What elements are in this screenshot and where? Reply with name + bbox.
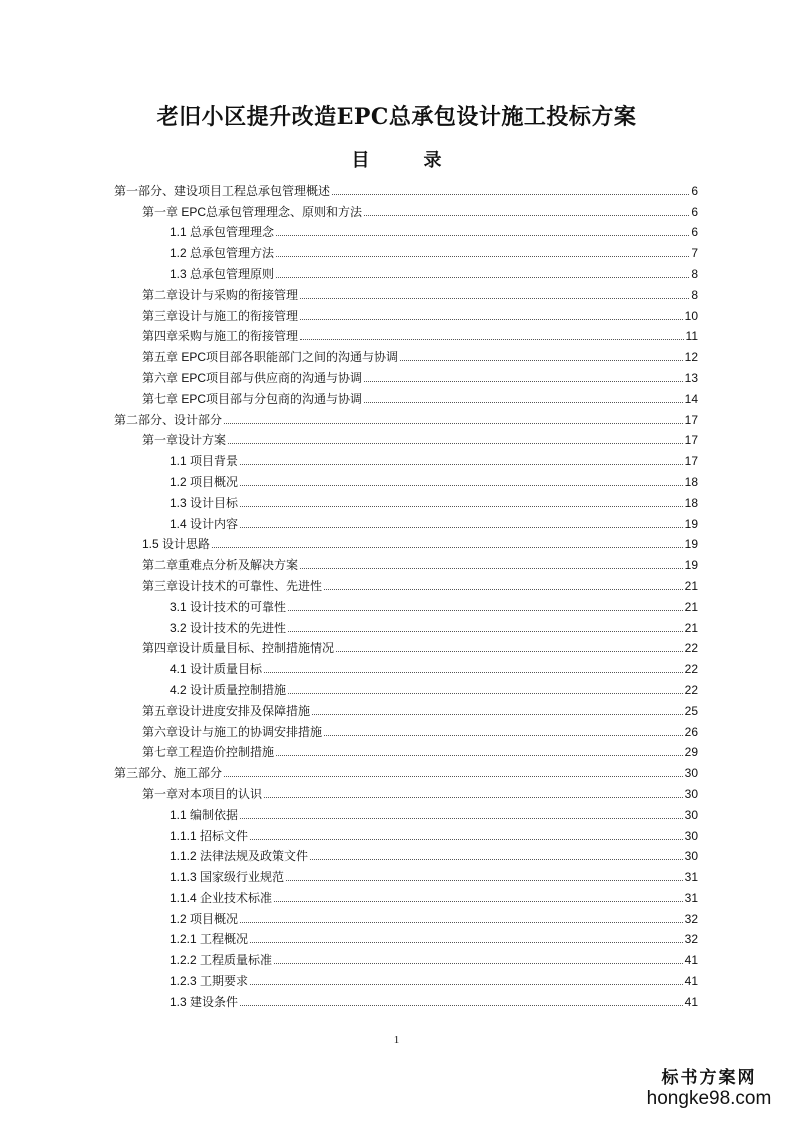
toc-entry[interactable]	[114, 884, 698, 905]
toc-entry-page: 30	[684, 807, 698, 822]
toc-entry[interactable]	[114, 551, 698, 572]
toc-entry-page: 31	[684, 890, 698, 905]
toc-entry-page: 32	[684, 911, 698, 926]
toc-dot-leader	[364, 402, 683, 403]
toc-entry[interactable]	[114, 281, 698, 302]
toc-entry[interactable]	[114, 198, 698, 219]
toc-entry-label: 1.2.1 工程概况	[170, 932, 249, 947]
toc-entry-label: 第四章采购与施工的衔接管理	[142, 329, 299, 344]
document-title: 老旧小区提升改造EPC总承包设计施工投标方案	[156, 104, 637, 130]
toc-entry-label: 4.1 设计质量目标	[170, 662, 263, 677]
toc-entry-page: 22	[684, 682, 698, 697]
toc-dot-leader	[240, 464, 683, 465]
toc-dot-leader	[276, 277, 689, 278]
toc-dot-leader	[300, 319, 683, 320]
toc-entry-page: 30	[684, 786, 698, 801]
toc-dot-leader	[276, 235, 689, 236]
toc-entry[interactable]	[114, 510, 698, 531]
toc-entry-label: 第三章设计与施工的衔接管理	[142, 308, 299, 323]
toc-dot-leader	[250, 984, 683, 985]
toc-dot-leader	[250, 942, 683, 943]
toc-dot-leader	[286, 880, 683, 881]
toc-dot-leader	[224, 776, 683, 777]
toc-dot-leader	[240, 1005, 683, 1006]
toc-entry-label: 1.2 项目概况	[170, 474, 239, 489]
toc-entry-page: 29	[684, 745, 698, 760]
toc-entry-page: 17	[684, 433, 698, 448]
toc-entry-page: 17	[684, 454, 698, 469]
toc-dot-leader	[250, 839, 683, 840]
toc-entry-page: 8	[691, 266, 698, 281]
toc-entry-page: 19	[684, 516, 698, 531]
toc-entry-page: 11	[685, 329, 698, 344]
toc-entry[interactable]	[114, 343, 698, 364]
toc-entry-page: 7	[691, 246, 698, 261]
toc-entry-label: 1.2 总承包管理方法	[170, 246, 275, 261]
toc-entry-page: 32	[684, 932, 698, 947]
toc-entry-page: 25	[684, 703, 698, 718]
toc-entry-label: 第一部分、建设项目工程总承包管理概述	[114, 183, 331, 198]
toc-dot-leader	[332, 194, 689, 195]
toc-dot-leader	[276, 256, 689, 257]
toc-entry-page: 21	[684, 599, 698, 614]
toc-entry-page: 18	[684, 474, 698, 489]
toc-entry-label: 第六章设计与施工的协调安排措施	[142, 724, 323, 739]
toc-dot-leader	[276, 755, 683, 756]
toc-entry-page: 30	[684, 766, 698, 781]
toc-entry-page: 41	[684, 974, 698, 989]
toc-entry-page: 19	[684, 537, 698, 552]
toc-entry[interactable]	[114, 967, 698, 988]
toc-entry[interactable]	[114, 614, 698, 635]
toc-dot-leader	[240, 922, 683, 923]
toc-entry[interactable]	[114, 739, 698, 760]
toc-dot-leader	[228, 443, 683, 444]
toc-entry-label: 1.1 项目背景	[170, 454, 239, 469]
toc-entry-label: 3.2 设计技术的先进性	[170, 620, 287, 635]
toc-entry-label: 第二章重难点分析及解决方案	[142, 558, 299, 573]
toc-entry[interactable]	[114, 676, 698, 697]
toc-entry-label: 1.1.1 招标文件	[170, 828, 249, 843]
toc-entry-page: 10	[684, 308, 698, 323]
toc-entry-page: 22	[684, 662, 698, 677]
toc-entry[interactable]	[114, 447, 698, 468]
toc-entry-label: 1.1 编制依据	[170, 807, 239, 822]
toc-entry[interactable]	[114, 260, 698, 281]
toc-entry-label: 1.2.2 工程质量标准	[170, 953, 273, 968]
toc-entry[interactable]	[114, 926, 698, 947]
toc-entry-label: 第七章 EPC项目部与分包商的沟通与协调	[142, 391, 363, 406]
toc-entry[interactable]	[114, 780, 698, 801]
table-of-contents	[114, 177, 698, 1009]
toc-entry[interactable]	[114, 489, 698, 510]
toc-entry-label: 1.4 设计内容	[170, 516, 239, 531]
toc-dot-leader	[312, 714, 683, 715]
toc-dot-leader	[212, 547, 683, 548]
toc-dot-leader	[324, 735, 683, 736]
toc-entry-label: 第五章 EPC项目部各职能部门之间的沟通与协调	[142, 350, 399, 365]
toc-entry[interactable]	[114, 427, 698, 448]
toc-entry-label: 1.3 建设条件	[170, 994, 239, 1009]
toc-dot-leader	[300, 568, 683, 569]
watermark-domain: hongke98.com	[646, 1088, 772, 1109]
toc-dot-leader	[274, 963, 683, 964]
toc-entry[interactable]	[114, 843, 698, 864]
toc-entry-label: 第一章设计方案	[142, 433, 227, 448]
toc-entry-page: 17	[684, 412, 698, 427]
toc-entry[interactable]	[114, 531, 698, 552]
toc-dot-leader	[336, 651, 683, 652]
toc-entry-page: 21	[684, 578, 698, 593]
toc-entry[interactable]	[114, 863, 698, 884]
toc-entry-label: 1.3 总承包管理原则	[170, 266, 275, 281]
toc-entry[interactable]	[114, 905, 698, 926]
toc-dot-leader	[240, 818, 683, 819]
toc-entry-page: 8	[691, 287, 698, 302]
toc-entry[interactable]	[114, 364, 698, 385]
toc-entry-label: 1.3 设计目标	[170, 495, 239, 510]
toc-entry[interactable]	[114, 655, 698, 676]
toc-dot-leader	[300, 339, 684, 340]
toc-entry-page: 12	[684, 350, 698, 365]
toc-dot-leader	[240, 527, 683, 528]
toc-entry-label: 1.1 总承包管理理念	[170, 225, 275, 240]
toc-entry-label: 1.2 项目概况	[170, 911, 239, 926]
toc-entry-page: 6	[691, 183, 698, 198]
toc-entry[interactable]	[114, 572, 698, 593]
toc-dot-leader	[264, 797, 683, 798]
toc-entry-label: 1.1.4 企业技术标准	[170, 890, 273, 905]
toc-entry[interactable]	[114, 406, 698, 427]
toc-dot-leader	[224, 423, 683, 424]
toc-entry[interactable]	[114, 385, 698, 406]
toc-entry[interactable]	[114, 759, 698, 780]
toc-entry-page: 6	[691, 204, 698, 219]
toc-entry-label: 4.2 设计质量控制措施	[170, 682, 287, 697]
toc-entry[interactable]	[114, 468, 698, 489]
toc-entry[interactable]	[114, 323, 698, 344]
toc-entry-label: 1.2.3 工期要求	[170, 974, 249, 989]
toc-entry-label: 第二章设计与采购的衔接管理	[142, 287, 299, 302]
toc-entry-page: 22	[684, 641, 698, 656]
watermark-logo	[639, 1068, 779, 1110]
toc-entry[interactable]	[114, 801, 698, 822]
toc-entry-page: 14	[684, 391, 698, 406]
toc-dot-leader	[288, 693, 683, 694]
toc-entry[interactable]	[114, 946, 698, 967]
toc-entry[interactable]	[114, 302, 698, 323]
toc-dot-leader	[364, 381, 683, 382]
toc-entry-label: 第三部分、施工部分	[114, 766, 223, 781]
page-number: 1	[393, 1034, 400, 1046]
toc-entry-page: 41	[684, 953, 698, 968]
toc-entry-page: 30	[684, 828, 698, 843]
toc-entry-label: 第一章对本项目的认识	[142, 786, 263, 801]
toc-entry-label: 1.1.2 法律法规及政策文件	[170, 849, 309, 864]
toc-entry[interactable]	[114, 635, 698, 656]
toc-entry[interactable]	[114, 822, 698, 843]
toc-entry-label: 第四章设计质量目标、控制措施情况	[142, 641, 335, 656]
toc-entry-label: 第六章 EPC项目部与供应商的沟通与协调	[142, 370, 363, 385]
toc-entry-page: 30	[684, 849, 698, 864]
toc-dot-leader	[240, 485, 683, 486]
toc-entry-page: 26	[684, 724, 698, 739]
toc-dot-leader	[264, 672, 683, 673]
toc-entry-label: 3.1 设计技术的可靠性	[170, 599, 287, 614]
toc-entry-label: 第二部分、设计部分	[114, 412, 223, 427]
toc-entry[interactable]	[114, 239, 698, 260]
toc-entry-page: 6	[691, 225, 698, 240]
toc-entry-label: 1.5 设计思路	[142, 537, 211, 552]
toc-entry-label: 第三章设计技术的可靠性、先进性	[142, 578, 323, 593]
toc-entry-page: 31	[684, 870, 698, 885]
toc-dot-leader	[400, 360, 683, 361]
toc-entry[interactable]	[114, 697, 698, 718]
toc-entry-page: 21	[684, 620, 698, 635]
toc-dot-leader	[288, 610, 683, 611]
toc-dot-leader	[310, 859, 683, 860]
toc-entry[interactable]	[114, 219, 698, 240]
toc-entry[interactable]	[114, 988, 698, 1009]
toc-entry-page: 19	[684, 558, 698, 573]
toc-dot-leader	[324, 589, 683, 590]
toc-dot-leader	[364, 215, 689, 216]
toc-entry-label: 第七章工程造价控制措施	[142, 745, 275, 760]
toc-dot-leader	[300, 298, 689, 299]
toc-dot-leader	[240, 506, 683, 507]
watermark-site-name: 标书方案网	[661, 1068, 757, 1088]
toc-entry[interactable]	[114, 718, 698, 739]
toc-heading: 目 录	[351, 150, 460, 171]
toc-entry-page: 41	[684, 994, 698, 1009]
toc-entry-page: 13	[684, 370, 698, 385]
toc-entry-page: 18	[684, 495, 698, 510]
toc-entry[interactable]	[114, 593, 698, 614]
toc-entry-label: 第五章设计进度安排及保障措施	[142, 703, 311, 718]
toc-dot-leader	[288, 631, 683, 632]
toc-entry-label: 第一章 EPC总承包管理理念、原则和方法	[142, 204, 363, 219]
toc-entry-label: 1.1.3 国家级行业规范	[170, 870, 285, 885]
toc-dot-leader	[274, 901, 683, 902]
toc-entry[interactable]	[114, 177, 698, 198]
